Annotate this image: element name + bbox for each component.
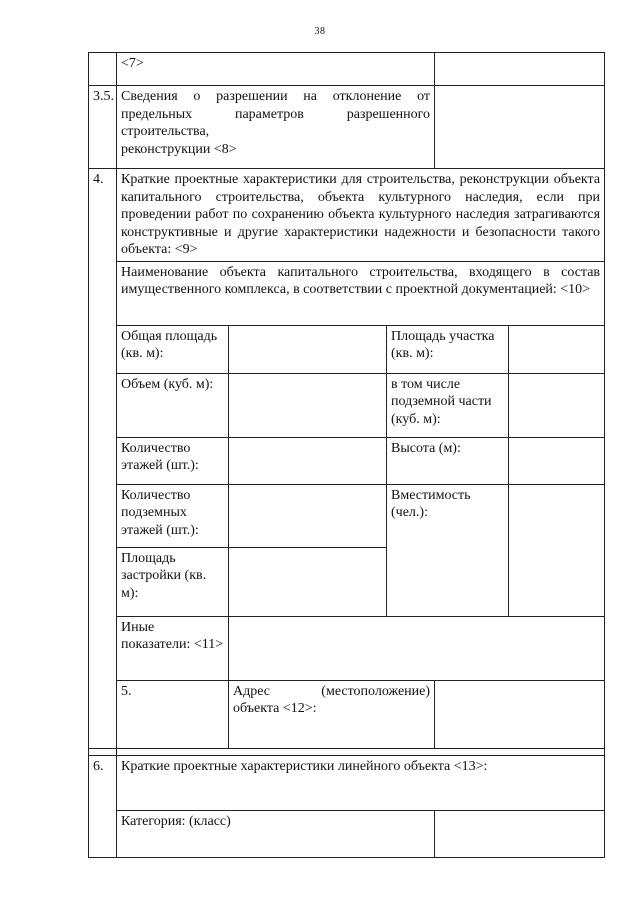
- spacer-row: [89, 748, 605, 755]
- row-number: 5.: [117, 680, 229, 748]
- spacer-cell: [117, 748, 605, 755]
- row-3-5: [89, 86, 605, 169]
- floors-value[interactable]: [229, 437, 387, 484]
- row-3-5-label-line2: реконструкции <8>: [121, 141, 237, 157]
- row-6: [89, 755, 605, 810]
- object-name-row: [89, 261, 605, 325]
- height-label: Высота (м):: [387, 437, 509, 484]
- category-value[interactable]: [435, 810, 605, 857]
- plot-area-value[interactable]: [509, 325, 605, 373]
- row-7-value[interactable]: [435, 53, 605, 86]
- volume-value[interactable]: [229, 373, 387, 437]
- plot-area-label: Площадь участка (кв. м):: [387, 325, 509, 373]
- permit-form-table: [88, 52, 605, 858]
- underground-floors-value[interactable]: [229, 484, 387, 547]
- category-label: Категория: (класс): [117, 810, 435, 857]
- row-number: 6.: [89, 755, 117, 857]
- other-indicators-value[interactable]: [229, 616, 605, 680]
- address-value[interactable]: [435, 680, 605, 748]
- floors-label: Количество этажей (шт.):: [117, 437, 229, 484]
- row-number-empty: [89, 53, 117, 86]
- height-value[interactable]: [509, 437, 605, 484]
- capacity-label: Вместимость (чел.):: [387, 484, 509, 616]
- row-4-header: [89, 169, 605, 262]
- area-row: [89, 325, 605, 373]
- row-3-5-value[interactable]: [435, 86, 605, 169]
- other-indicators-label: Иные показатели: <11>: [117, 616, 229, 680]
- row-number: 4.: [89, 169, 117, 749]
- volume-row: [89, 373, 605, 437]
- underground-volume-label: в том числе подземной части (куб. м):: [387, 373, 509, 437]
- linear-object-label: Краткие проектные характеристики линейного объекта <13>:: [117, 755, 605, 810]
- row-3-5-label: [117, 86, 435, 169]
- capacity-value[interactable]: [509, 484, 605, 616]
- total-area-label: Общая площадь (кв. м):: [117, 325, 229, 373]
- underground-floors-label: Количество подземных этажей (шт.):: [117, 484, 229, 547]
- address-label: Адрес (местоположение) объекта <12>:: [229, 680, 435, 748]
- row-5: [89, 680, 605, 748]
- other-indicators-row: [89, 616, 605, 680]
- row-number: 3.5.: [89, 86, 117, 169]
- built-area-label: Площадь застройки (кв. м):: [117, 547, 229, 616]
- object-name-label: Наименование объекта капитального строительства, входящего в состав имущественного комплекса, в соответствии с проектной документацией: <10>: [117, 261, 605, 325]
- page-number: 38: [314, 26, 326, 37]
- row-7: [89, 53, 605, 86]
- row-3-5-label-line1: Сведения о разрешении на отклонение от предельных параметров разрешенного строительства,: [121, 89, 431, 139]
- underground-volume-value[interactable]: [509, 373, 605, 437]
- underground-floors-row: [89, 484, 605, 547]
- row-7-label: <7>: [117, 53, 435, 86]
- category-row: [89, 810, 605, 857]
- built-area-value[interactable]: [229, 547, 387, 616]
- floors-row: [89, 437, 605, 484]
- volume-label: Объем (куб. м):: [117, 373, 229, 437]
- row-4-description: Краткие проектные характеристики для строительства, реконструкции объекта капитального строительства, объекта культурного наследия, если при проведении работ по сохранению объекта культурного наследия затрагиваются конструктивные и другие характеристики надежности и безопасности такого объекта: <9>: [117, 169, 605, 262]
- total-area-value[interactable]: [229, 325, 387, 373]
- spacer-cell: [89, 748, 117, 755]
